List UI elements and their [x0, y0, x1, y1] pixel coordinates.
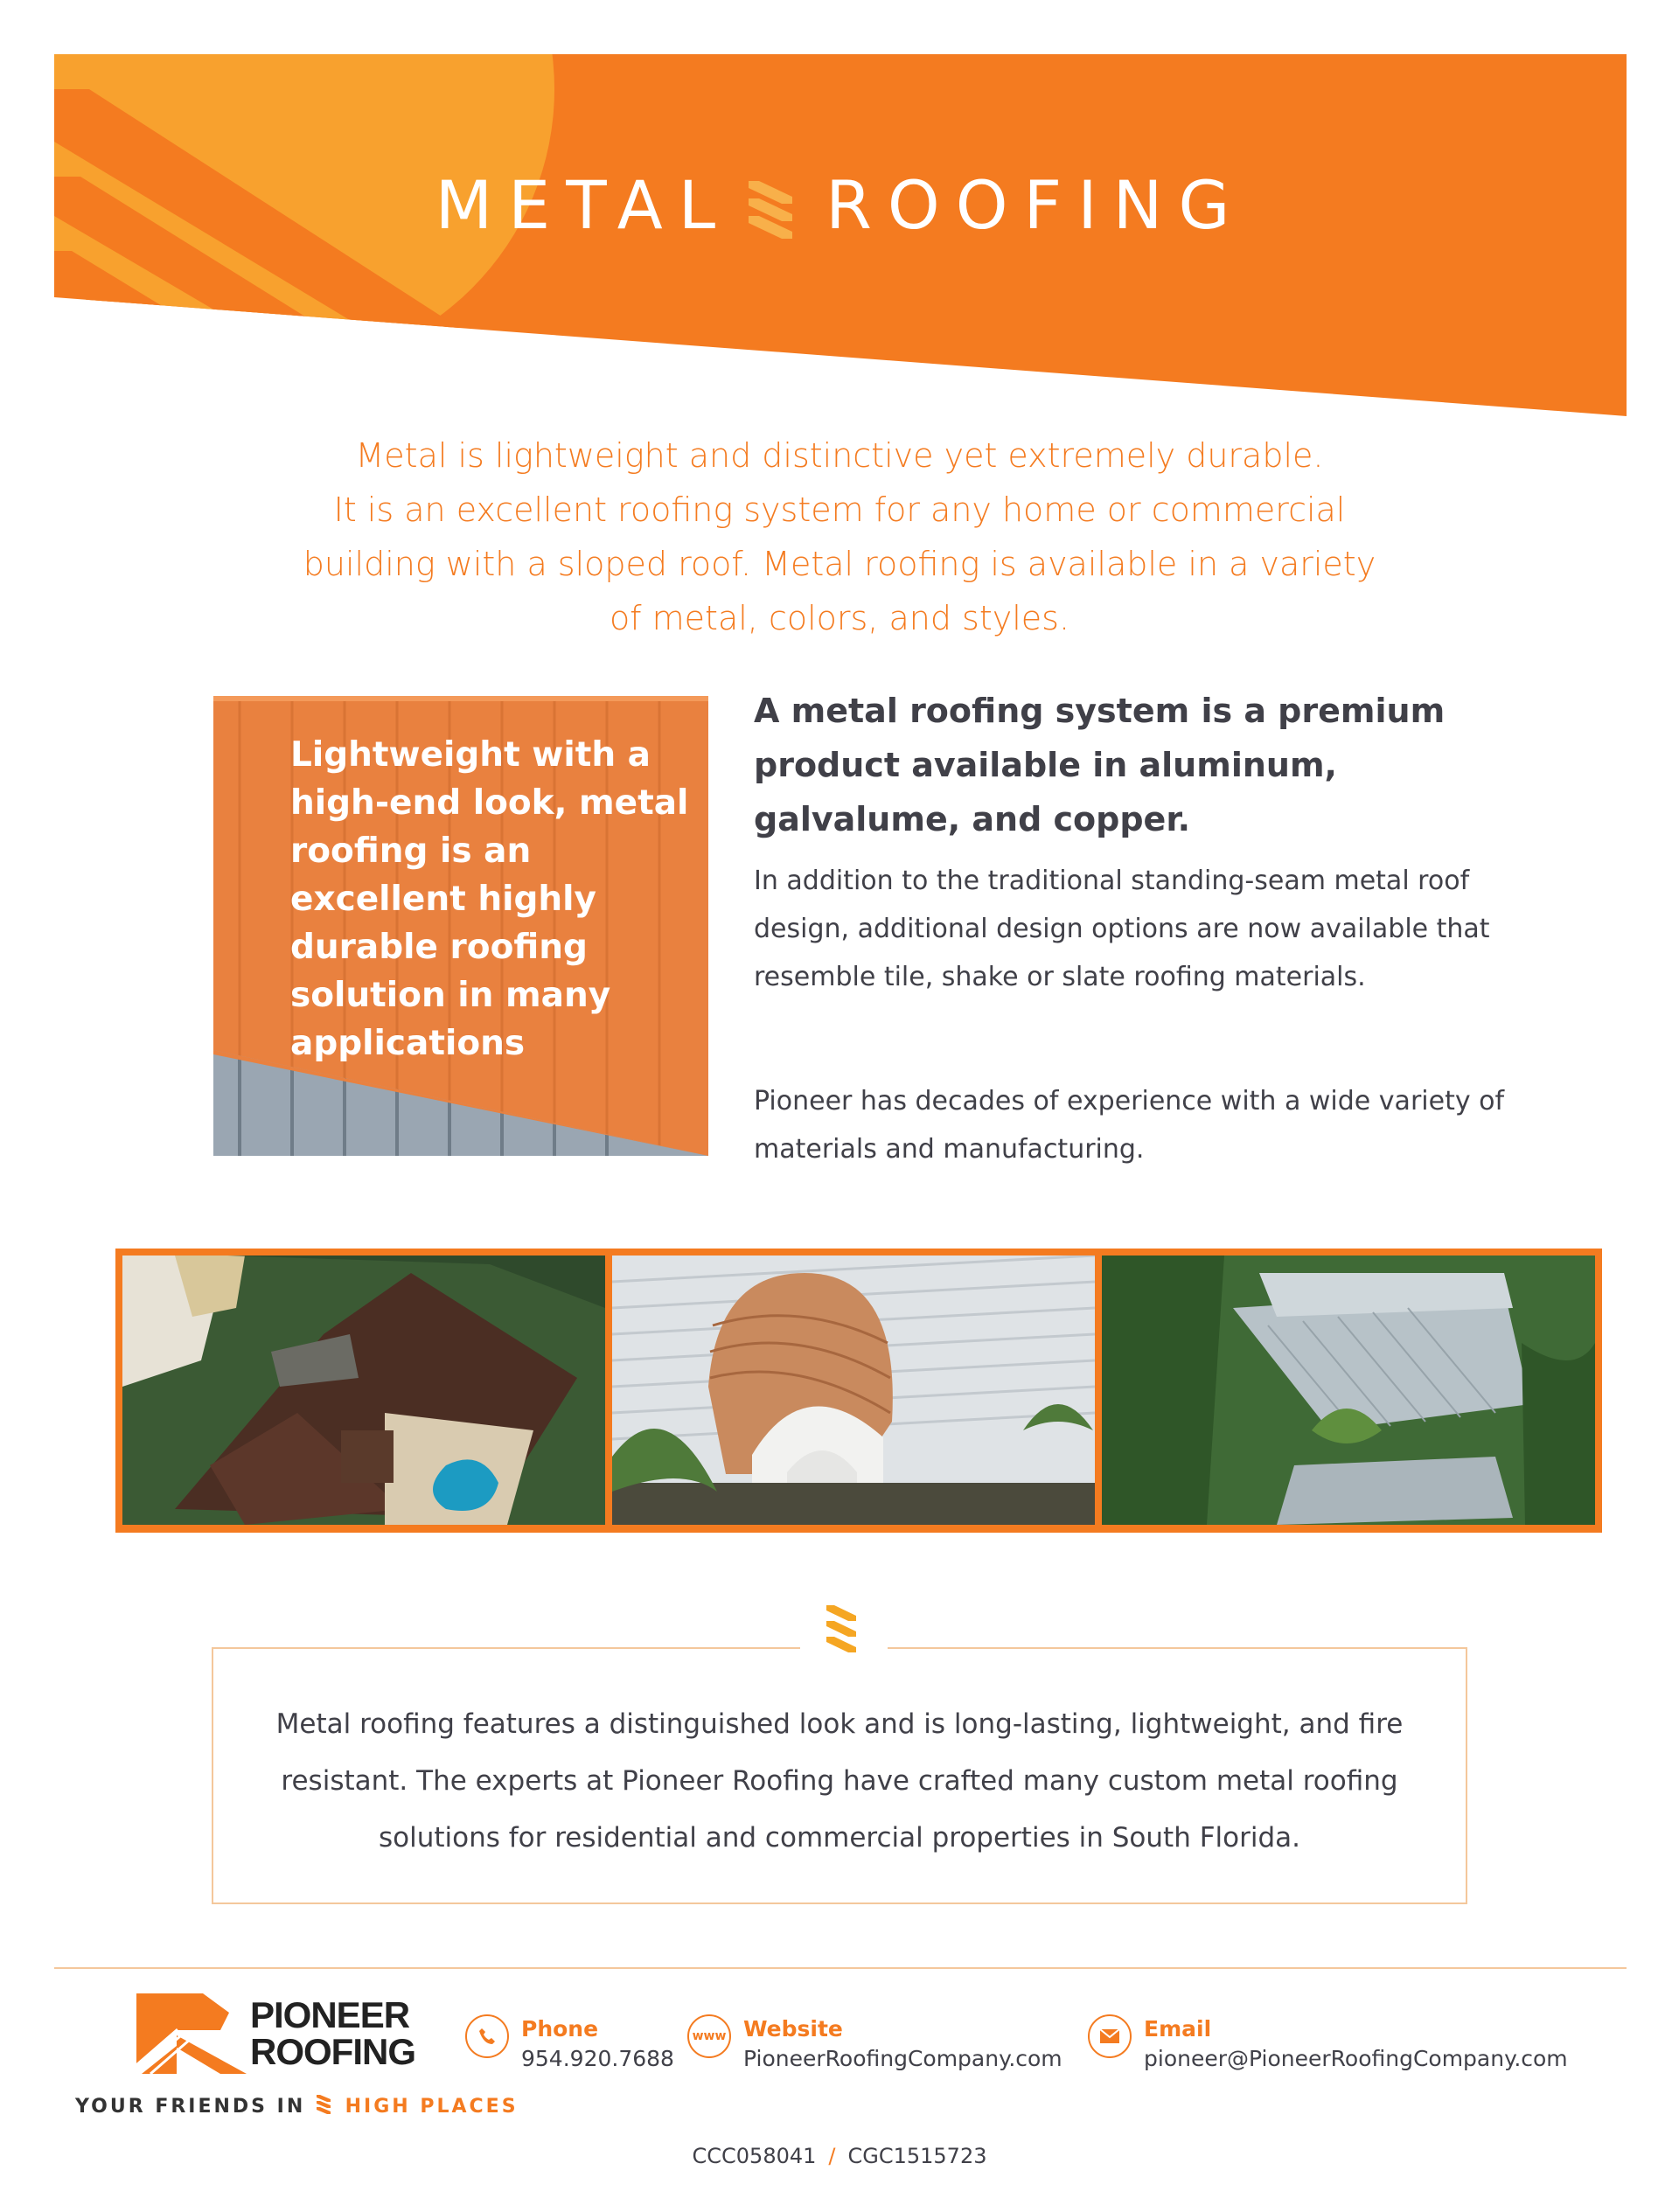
envelope-icon — [1088, 2014, 1132, 2058]
intro-line: It is an excellent roofing system for any home or commercial — [333, 490, 1346, 529]
license-ccc: CCC058041 — [692, 2144, 817, 2168]
www-icon: www — [687, 2014, 731, 2058]
details-paragraph-1: In addition to the traditional standing-seam metal roof design, additional design options are now available that resemble tile, shake or slate roofing materials. — [754, 866, 1490, 992]
website-label: Website — [743, 2016, 843, 2042]
callout-card — [213, 696, 708, 1156]
email-value[interactable]: pioneer@PioneerRoofingCompany.com — [1144, 2046, 1568, 2071]
tagline-highlight: HIGH PLACES — [345, 2096, 519, 2118]
logo-name-line2: ROOFING — [250, 2031, 415, 2072]
phone-value[interactable]: 954.920.7688 — [521, 2046, 674, 2071]
intro-line: building with a sloped roof. Metal roofing is available in a variety — [303, 545, 1376, 583]
callout-text: Lightweight with a high-end look, metal roofing is an excellent highly durable roofing solution in many applications — [290, 735, 689, 1063]
project-photo-dark-roof[interactable] — [122, 1256, 605, 1525]
title-metal: METAL — [435, 166, 732, 244]
projects-gallery — [115, 1249, 1602, 1533]
logo-name-line1: PIONEER — [250, 1994, 410, 2035]
title-roofing: ROOFING — [826, 166, 1246, 244]
license-separator: / — [828, 2144, 836, 2168]
chevron-stripes-icon — [317, 2095, 331, 2119]
phone-icon — [465, 2014, 509, 2058]
chevron-stripes-icon — [749, 181, 792, 239]
chevron-stripes-icon — [826, 1605, 856, 1658]
logo-mark-icon — [124, 1993, 247, 2074]
project-photo-gray-roof[interactable] — [1102, 1256, 1595, 1525]
page-title — [54, 166, 1627, 244]
intro-line: of metal, colors, and styles. — [609, 599, 1070, 637]
email-label: Email — [1144, 2016, 1212, 2042]
footer-divider — [54, 1967, 1627, 1969]
project-photo-copper-roof[interactable] — [612, 1256, 1095, 1525]
tagline — [75, 2095, 519, 2119]
website-value[interactable]: PioneerRoofingCompany.com — [743, 2046, 1062, 2071]
intro-line: Metal is lightweight and distinctive yet extremely durable. — [355, 436, 1324, 475]
intro-paragraph — [157, 428, 1522, 645]
license-cgc: CGC1515723 — [847, 2144, 987, 2168]
feature-text: Metal roofing features a distinguished look and is long-lasting, lightweight, and fire resistant. The experts at Pioneer Roofing have crafted many custom metal roofing solutions for residential and commercial properties in South Florida. — [275, 1708, 1404, 1854]
tagline-prefix: YOUR FRIENDS IN — [75, 2096, 306, 2118]
license-numbers — [0, 2144, 1679, 2168]
pioneer-roofing-logo[interactable] — [124, 1992, 421, 2079]
phone-label: Phone — [521, 2016, 599, 2042]
details-paragraph-2: Pioneer has decades of experience with a wide variety of materials and manufacturing. — [754, 1086, 1505, 1165]
details-heading: A metal roofing system is a premium product available in aluminum, galvalume, and copper. — [754, 692, 1446, 838]
